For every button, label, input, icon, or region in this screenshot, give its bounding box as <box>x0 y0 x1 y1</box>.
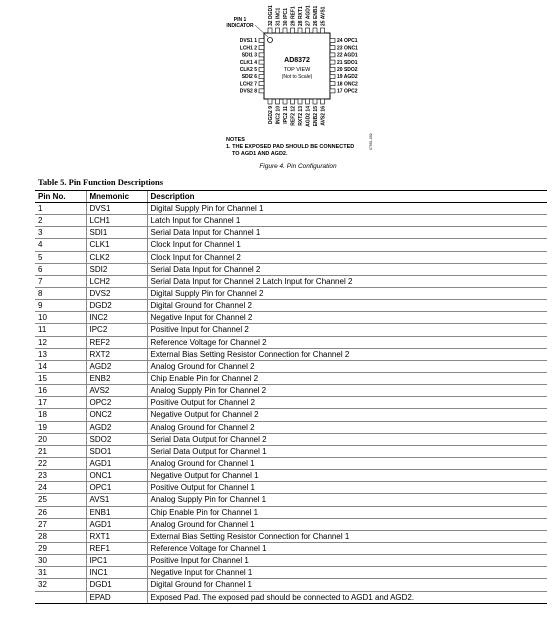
description-cell: Reference Voltage for Channel 2 <box>147 336 547 348</box>
pin-label: DVS2 8 <box>239 88 257 95</box>
table-row <box>35 215 547 227</box>
table-row <box>35 300 547 312</box>
description-cell: Serial Data Output for Channel 2 <box>147 433 547 445</box>
mnemonic-cell: OPC2 <box>86 397 147 409</box>
description-cell: Digital Supply Pin for Channel 2 <box>147 287 547 299</box>
table-row <box>35 239 547 251</box>
pin-pad <box>259 39 264 43</box>
pin-label: REF2 12 <box>290 106 297 126</box>
mnemonic-cell: DGD2 <box>86 300 147 312</box>
pin-number-cell <box>35 591 86 603</box>
table-row <box>35 591 547 603</box>
pin-pad <box>283 99 287 104</box>
description-cell: External Bias Setting Resistor Connection for Channel 1 <box>147 530 547 542</box>
pin-label: SDI2 6 <box>241 74 257 81</box>
pin-pad <box>268 28 272 33</box>
pin-label: DGD2 9 <box>267 106 274 125</box>
table-row <box>35 372 547 384</box>
header-mnemonic: Mnemonic <box>86 191 147 203</box>
table-header-row <box>35 191 547 203</box>
mnemonic-cell: AGD2 <box>86 421 147 433</box>
table-row <box>35 542 547 554</box>
description-cell: Digital Supply Pin for Channel 1 <box>147 203 547 215</box>
table-row <box>35 409 547 421</box>
pin-number-cell: 27 <box>35 518 86 530</box>
pin-number-cell: 21 <box>35 445 86 457</box>
pin-number-cell: 15 <box>35 372 86 384</box>
pin-number-cell: 17 <box>35 397 86 409</box>
pin-label: 21 SDO1 <box>337 59 358 66</box>
figure-caption: Figure 4. Pin Configuration <box>259 163 337 170</box>
mnemonic-cell: ENB1 <box>86 506 147 518</box>
mnemonic-cell: AGD2 <box>86 360 147 372</box>
notes-title: NOTES <box>226 137 245 143</box>
pin-number-cell: 12 <box>35 336 86 348</box>
description-cell: Analog Ground for Channel 1 <box>147 518 547 530</box>
pin-number-cell: 16 <box>35 385 86 397</box>
table-row <box>35 397 547 409</box>
pin-pad <box>321 99 325 104</box>
pin-number-cell: 31 <box>35 567 86 579</box>
table-row <box>35 360 547 372</box>
pin-pad <box>259 46 264 50</box>
table-row <box>35 251 547 263</box>
pin-number-cell: 19 <box>35 421 86 433</box>
pin-number-cell: 28 <box>35 530 86 542</box>
table-row <box>35 518 547 530</box>
description-cell: Negative Output for Channel 1 <box>147 470 547 482</box>
mnemonic-cell: DVS1 <box>86 203 147 215</box>
mnemonic-cell: OPC1 <box>86 482 147 494</box>
description-cell: Chip Enable Pin for Channel 2 <box>147 372 547 384</box>
pin-label: 18 ONC2 <box>337 81 358 88</box>
pin-label: 25 AVS1 <box>320 6 327 26</box>
mnemonic-cell: SDO2 <box>86 433 147 445</box>
table-row <box>35 482 547 494</box>
pin-label: IPC2 11 <box>282 106 289 124</box>
pin-pad <box>276 28 280 33</box>
table-row <box>35 348 547 360</box>
pin-pad <box>291 28 295 33</box>
pin-pad <box>330 46 335 50</box>
table-row <box>35 275 547 287</box>
table-row <box>35 579 547 591</box>
pin-number-cell: 29 <box>35 542 86 554</box>
side-code: 07551-002 <box>369 133 373 150</box>
mnemonic-cell: AGD1 <box>86 518 147 530</box>
pin-number-cell: 1 <box>35 203 86 215</box>
mnemonic-cell: DGD1 <box>86 579 147 591</box>
pin-label: SDI1 3 <box>241 52 257 59</box>
pin-number-cell: 9 <box>35 300 86 312</box>
pin-pad <box>259 75 264 79</box>
header-pin-no: Pin No. <box>35 191 86 203</box>
description-cell: Digital Ground for Channel 1 <box>147 579 547 591</box>
description-cell: Analog Ground for Channel 2 <box>147 360 547 372</box>
table-row <box>35 203 547 215</box>
pin-number-cell: 11 <box>35 324 86 336</box>
description-cell: Chip Enable Pin for Channel 1 <box>147 506 547 518</box>
pin-pad <box>298 28 302 33</box>
table-row <box>35 445 547 457</box>
pin-number-cell: 2 <box>35 215 86 227</box>
pin-label: 27 AGD1 <box>305 5 312 26</box>
table-row <box>35 567 547 579</box>
description-cell: Exposed Pad. The exposed pad should be connected to AGD1 and AGD2. <box>147 591 547 603</box>
pin-label: 24 OPC1 <box>337 38 358 45</box>
table-row <box>35 385 547 397</box>
description-cell: Latch Input for Channel 1 <box>147 215 547 227</box>
description-cell: Reference Voltage for Channel 1 <box>147 542 547 554</box>
view-label: TOP VIEW <box>283 67 311 73</box>
notes-line1: 1. THE EXPOSED PAD SHOULD BE CONNECTED <box>226 144 355 150</box>
scale-label: (Not to Scale) <box>281 74 313 80</box>
pin-pad <box>276 99 280 104</box>
pin-label: 17 OPC2 <box>337 88 358 95</box>
table-row <box>35 312 547 324</box>
mnemonic-cell: INC1 <box>86 567 147 579</box>
pin-label: 23 ONC1 <box>337 45 358 52</box>
table-row <box>35 287 547 299</box>
mnemonic-cell: AGD1 <box>86 457 147 469</box>
chip-name: AD8372 <box>284 57 310 64</box>
table-row <box>35 227 547 239</box>
description-cell: Negative Input for Channel 2 <box>147 312 547 324</box>
pin-number-cell: 26 <box>35 506 86 518</box>
description-cell: Serial Data Input for Channel 1 <box>147 227 547 239</box>
description-cell: Analog Supply Pin for Channel 2 <box>147 385 547 397</box>
pin-label: 32 DGD1 <box>267 5 274 26</box>
pin-label: LCH1 2 <box>239 45 257 52</box>
pin-label: 31 INC1 <box>275 7 282 26</box>
pin-number-cell: 3 <box>35 227 86 239</box>
pin-pad <box>330 53 335 57</box>
description-cell: Serial Data Input for Channel 2 <box>147 263 547 275</box>
mnemonic-cell: ENB2 <box>86 372 147 384</box>
left-pins <box>240 38 264 94</box>
pin-label: ENB2 15 <box>312 106 319 127</box>
pin-pad <box>259 89 264 93</box>
pin-label: INC2 10 <box>275 106 282 125</box>
top-pins <box>268 5 327 33</box>
pin-number-cell: 23 <box>35 470 86 482</box>
pin-pad <box>330 39 335 43</box>
description-cell: Serial Data Output for Channel 1 <box>147 445 547 457</box>
bottom-pins <box>268 99 327 127</box>
notes-line2: TO AGD1 AND AGD2. <box>232 151 288 157</box>
pin-pad <box>291 99 295 104</box>
description-cell: Positive Output for Channel 2 <box>147 397 547 409</box>
pin-label: 20 SDO2 <box>337 67 358 73</box>
indicator-label: INDICATOR <box>226 23 254 29</box>
pin-number-cell: 8 <box>35 287 86 299</box>
pin-label: DVS1 1 <box>239 38 257 45</box>
mnemonic-cell: SDO1 <box>86 445 147 457</box>
description-cell: Digital Ground for Channel 2 <box>147 300 547 312</box>
table-row <box>35 555 547 567</box>
pin-pad <box>259 82 264 86</box>
right-pins <box>330 38 358 94</box>
mnemonic-cell: AVS1 <box>86 494 147 506</box>
pin-number-cell: 32 <box>35 579 86 591</box>
description-cell: Clock Input for Channel 1 <box>147 239 547 251</box>
mnemonic-cell: REF2 <box>86 336 147 348</box>
pin-label: 28 RXT1 <box>297 6 304 26</box>
mnemonic-cell: CLK1 <box>86 239 147 251</box>
mnemonic-cell: RXT1 <box>86 530 147 542</box>
description-cell: Serial Data Input for Channel 2 Latch Input for Channel 2 <box>147 275 547 287</box>
pin-number-cell: 6 <box>35 263 86 275</box>
pin1-label: PIN 1 <box>233 17 247 23</box>
pin-pad <box>330 75 335 79</box>
pin-number-cell: 25 <box>35 494 86 506</box>
description-cell: Positive Output for Channel 1 <box>147 482 547 494</box>
description-cell: Analog Ground for Channel 2 <box>147 421 547 433</box>
description-cell: Negative Input for Channel 1 <box>147 567 547 579</box>
table-row <box>35 263 547 275</box>
description-cell: External Bias Setting Resistor Connection for Channel 2 <box>147 348 547 360</box>
table-row <box>35 506 547 518</box>
chip-body <box>264 33 330 99</box>
description-cell: Negative Output for Channel 2 <box>147 409 547 421</box>
pin-label: LCH2 7 <box>239 81 257 88</box>
mnemonic-cell: SDI2 <box>86 263 147 275</box>
pin-number-cell: 18 <box>35 409 86 421</box>
pin-pad <box>259 67 264 71</box>
table-row <box>35 457 547 469</box>
pin-number-cell: 10 <box>35 312 86 324</box>
table-row <box>35 530 547 542</box>
pin-pad <box>298 99 302 104</box>
mnemonic-cell: DVS2 <box>86 287 147 299</box>
description-cell: Positive Input for Channel 2 <box>147 324 547 336</box>
pin-label: 30 IPC1 <box>282 7 289 26</box>
pin-configuration-figure <box>0 0 555 175</box>
pin-pad <box>259 53 264 57</box>
pin-label: RXT2 13 <box>297 106 304 126</box>
mnemonic-cell: IPC2 <box>86 324 147 336</box>
pin-label: CLK1 4 <box>239 59 257 66</box>
mnemonic-cell: SDI1 <box>86 227 147 239</box>
table-row <box>35 470 547 482</box>
pin-pad <box>330 60 335 64</box>
pin-label: CLK2 5 <box>239 67 257 73</box>
description-cell: Analog Supply Pin for Channel 1 <box>147 494 547 506</box>
pin-pad <box>330 82 335 86</box>
description-cell: Clock Input for Channel 2 <box>147 251 547 263</box>
pin-number-cell: 5 <box>35 251 86 263</box>
mnemonic-cell: AVS2 <box>86 385 147 397</box>
pin-function-table <box>35 190 547 604</box>
mnemonic-cell: INC2 <box>86 312 147 324</box>
pin-label: 29 REF1 <box>290 6 297 26</box>
table-row <box>35 433 547 445</box>
mnemonic-cell: EPAD <box>86 591 147 603</box>
mnemonic-cell: IPC1 <box>86 555 147 567</box>
pin-pad <box>321 28 325 33</box>
mnemonic-cell: CLK2 <box>86 251 147 263</box>
pin-number-cell: 14 <box>35 360 86 372</box>
header-description: Description <box>147 191 547 203</box>
description-cell: Analog Ground for Channel 1 <box>147 457 547 469</box>
pin-label: AVS2 16 <box>320 106 327 126</box>
pin-label: 26 ENB1 <box>312 5 319 26</box>
table-title: Table 5. Pin Function Descriptions <box>38 177 164 187</box>
mnemonic-cell: LCH2 <box>86 275 147 287</box>
mnemonic-cell: ONC1 <box>86 470 147 482</box>
table-row <box>35 494 547 506</box>
pin-pad <box>259 60 264 64</box>
table-row <box>35 421 547 433</box>
pin-number-cell: 30 <box>35 555 86 567</box>
pin-number-cell: 7 <box>35 275 86 287</box>
pin-pad <box>283 28 287 33</box>
pin-pad <box>268 99 272 104</box>
table-row <box>35 336 547 348</box>
pin-pad <box>330 89 335 93</box>
mnemonic-cell: RXT2 <box>86 348 147 360</box>
pin-number-cell: 13 <box>35 348 86 360</box>
table-row <box>35 324 547 336</box>
pin-number-cell: 22 <box>35 457 86 469</box>
pin-pad <box>306 28 310 33</box>
mnemonic-cell: REF1 <box>86 542 147 554</box>
pin-pad <box>313 99 317 104</box>
pin-label: 22 AGD1 <box>337 52 358 59</box>
pin-label: 19 AGD2 <box>337 74 358 81</box>
mnemonic-cell: LCH1 <box>86 215 147 227</box>
pin-number-cell: 24 <box>35 482 86 494</box>
pin-pad <box>313 28 317 33</box>
pin-number-cell: 4 <box>35 239 86 251</box>
pin-label: AGD2 14 <box>305 106 312 127</box>
pin-pad <box>330 67 335 71</box>
description-cell: Positive Input for Channel 1 <box>147 555 547 567</box>
pin-number-cell: 20 <box>35 433 86 445</box>
mnemonic-cell: ONC2 <box>86 409 147 421</box>
pin-pad <box>306 99 310 104</box>
